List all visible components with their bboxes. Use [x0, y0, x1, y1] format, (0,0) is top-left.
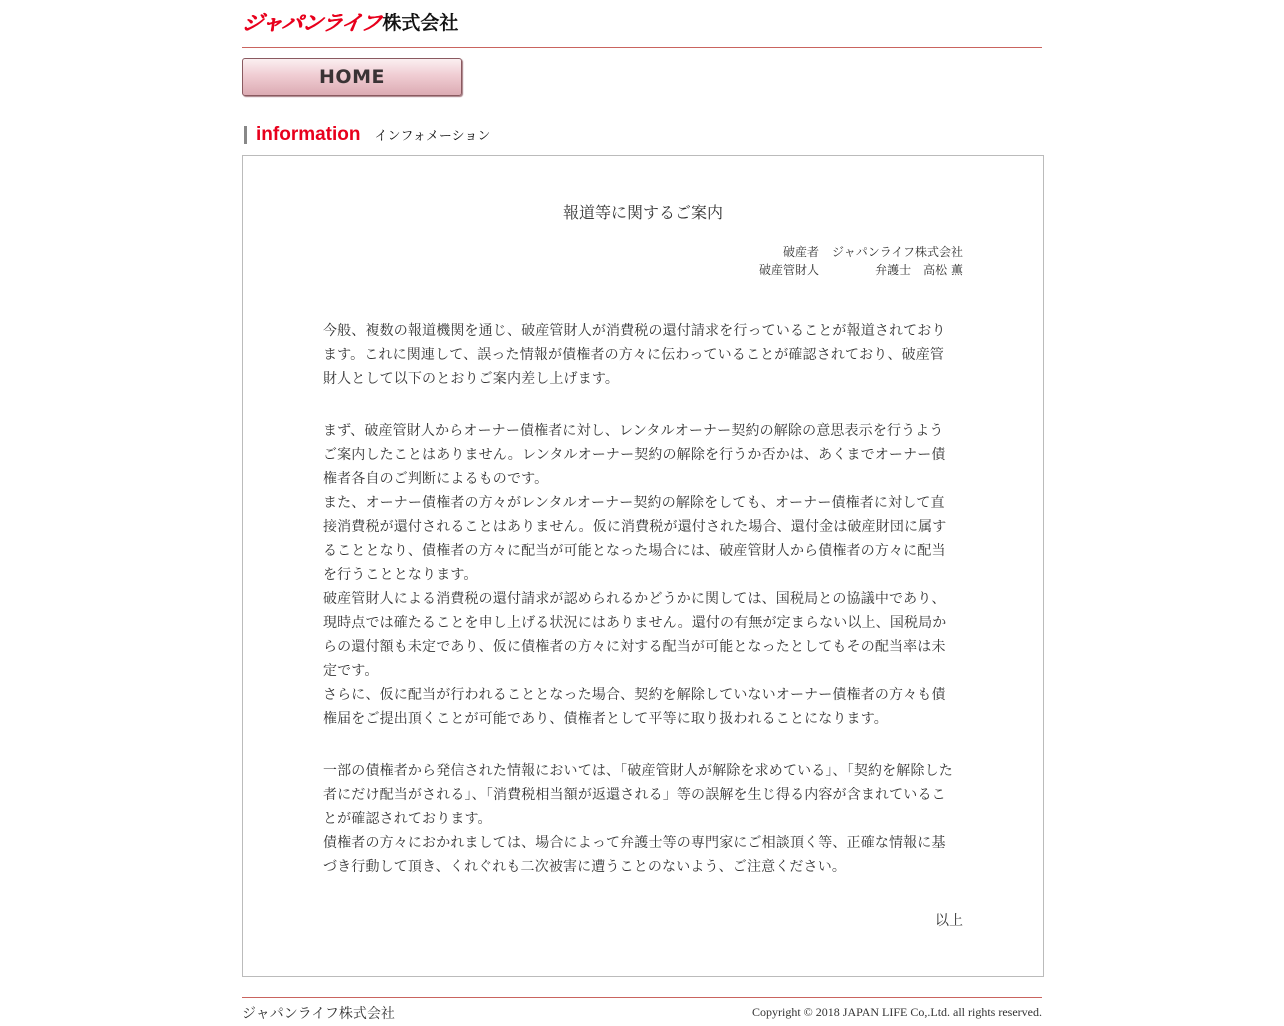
closing-text: 以上 — [935, 913, 963, 929]
footer-divider — [242, 997, 1042, 998]
section-heading — [244, 124, 490, 146]
signer-label-trustee: 破産管財人 — [758, 263, 819, 277]
notice-paragraph: 今般、複数の報道機関を通じ、破産管財人が消費税の還付請求を行っていることが報道されております。これに関連して、誤った情報が債権者の方々に伝わっていることが確認されており、破産管財人として以下のとおりご案内差し上げます。 — [323, 323, 946, 387]
notice-title: 報道等に関するご案内 — [562, 203, 723, 222]
section-bar-decoration — [244, 126, 247, 144]
header-divider — [242, 47, 1042, 48]
notice-paragraph: 破産管財人による消費税の還付請求が認められるかどうかに関しては、国税局との協議中であり、現時点では確たることを申し上げる状況にはありません。還付の有無が定まらない以上、国税局からの還付額も未定であり、仮に債権者の方々に対する配当が可能となったとしてもその配当率は未定です。 — [323, 591, 947, 679]
signer-name-company: ジャパンライフ株式会社 — [831, 245, 963, 259]
notice-panel — [242, 155, 1044, 977]
notice-paragraph: さらに、仮に配当が行われることとなった場合、契約を解除していないオーナー債権者の方々も債権届をご提出頂くことが可能であり、債権者として平等に取り扱われることになります。 — [323, 687, 946, 727]
section-subtitle: インフォメーション — [374, 129, 491, 144]
logo-suffix-text: 株式会社 — [382, 12, 459, 34]
signer-label-bankrupt: 破産者 — [782, 245, 819, 259]
home-button[interactable]: HOME — [242, 58, 462, 96]
signer-name-trustee: 弁護士 高松 薫 — [875, 263, 963, 277]
company-logo[interactable] — [242, 10, 458, 36]
notice-body — [323, 319, 955, 879]
logo-brand-text: ジャパンライフ — [240, 11, 383, 35]
notice-paragraph: 債権者の方々におかれましては、場合によって弁護士等の専門家にご相談頂く等、正確な情報に基づき行動して頂き、くれぐれも二次被害に遭うことのないよう、ご注意ください。 — [323, 835, 946, 875]
notice-paragraph: まず、破産管財人からオーナー債権者に対し、レンタルオーナー契約の解除の意思表示を行うようご案内したことはありません。レンタルオーナー契約の解除を行うか否かは、あくまでオーナー債権者各自のご判断によるものです。 — [323, 423, 946, 487]
footer-company-name: ジャパンライフ株式会社 — [242, 1006, 395, 1022]
section-title: information — [256, 124, 361, 145]
signer-labels — [719, 243, 819, 279]
footer-copyright: Copyright © 2018 JAPAN LIFE Co,.Ltd. all rights reserved. — [752, 1005, 1042, 1019]
signer-names — [831, 243, 963, 279]
notice-paragraph: 一部の債権者から発信された情報においては、「破産管財人が解除を求めている」、「契約を解除した者にだけ配当がされる」、「消費税相当額が返還される」等の誤解を生じ得る内容が含まれていることが確認されております。 — [323, 763, 953, 827]
notice-paragraph: また、オーナー債権者の方々がレンタルオーナー契約の解除をしても、オーナー債権者に対して直接消費税が還付されることはありません。仮に消費税が還付された場合、還付金は破産財団に属することとなり、債権者の方々に配当が可能となった場合には、破産管財人から債権者の方々に配当を行うこととなります。 — [323, 495, 947, 583]
